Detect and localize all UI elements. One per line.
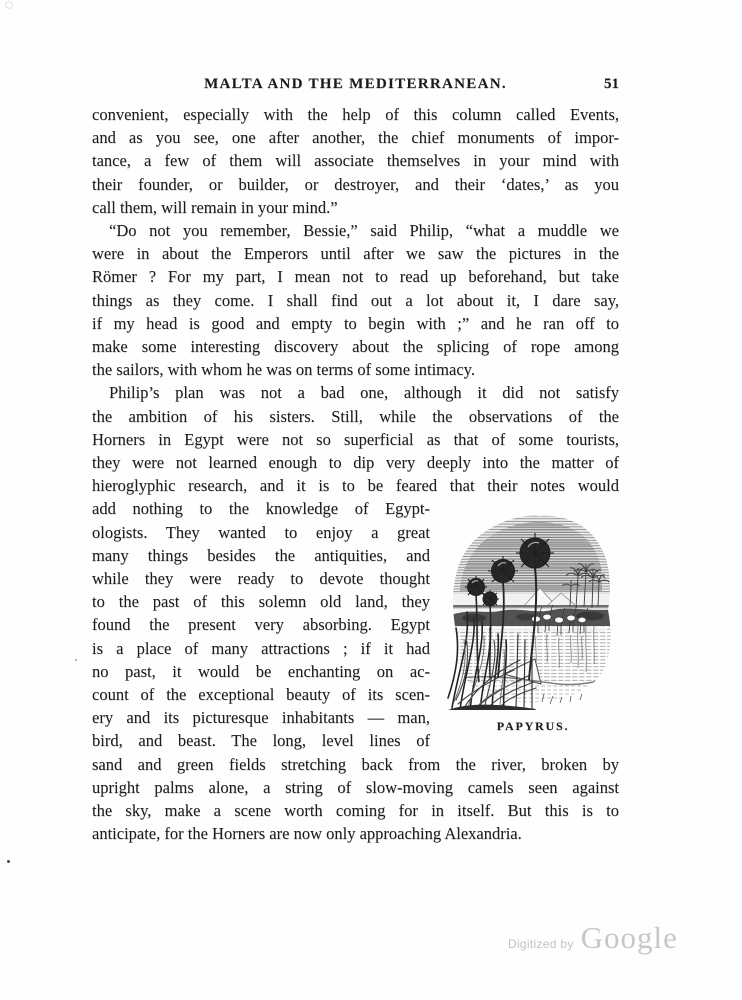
papyrus-figure [440,512,626,734]
paragraph-p1 [92,103,619,219]
text-line: many things besides the antiquities, and [92,545,430,565]
text-line: the ambition of his sisters. Still, while the observations of the [92,406,619,426]
paragraph-p3a [92,381,619,497]
text-line: call them, will remain in your mind.” [92,197,338,217]
text-line: anticipate, for the Horners are now only approaching Alexandria. [92,824,522,844]
page-number: 51 [604,76,619,92]
paragraph-p2 [92,219,619,381]
inline-speck [75,659,77,661]
text-line: hieroglyphic research, and it is to be feared that their notes would [92,476,619,496]
watermark-text: Digitized by [508,937,574,951]
page-header [92,76,619,96]
figure-caption: PAPYRUS. [496,719,570,733]
text-line: found the present very absorbing. Egypt [92,615,430,635]
text-line: the sky, make a scene worth coming for in itself. But this is to [92,801,619,821]
text-line: were in about the Emperors until after we saw the pictures in the [92,244,619,264]
text-line: count of the exceptional beauty of its scen- [92,685,430,705]
text-line: they were not learned enough to dip very deeply into the matter of [92,453,619,473]
text-line: tance, a few of them will associate themselves in your mind with [92,151,619,171]
google-logo: Google [580,920,678,955]
text-line: convenient, especially with the help of this column called Events, [92,105,619,124]
text-line: ery and its picturesque inhabitants — man, [92,708,430,728]
text-line: to the past of this solemn old land, they [92,592,430,612]
running-title: MALTA AND THE MEDITERRANEAN. [204,76,507,92]
text-line: Philip’s plan was not a bad one, although it did not satisfy [109,383,619,403]
text-line: Horners in Egypt were not so superficial as that of some tourists, [92,429,619,449]
text-line: their founder, or builder, or destroyer, and their ‘dates,’ as you [92,174,619,194]
text-line: ologists. They wanted to enjoy a great [92,522,430,542]
text-line: while they were ready to devote thought [92,569,430,589]
text-line: make some interesting discovery about the splicing of rope among [92,337,619,357]
papyrus-illustration [440,512,626,710]
text-line: and as you see, one after another, the chief monuments of impor- [92,128,619,148]
margin-speck [7,860,10,863]
text-line: Römer ? For my part, I mean not to read up beforehand, but take [92,267,619,287]
paragraph-p3b [92,497,430,752]
text-line: the sailors, with whom he was on terms of some intimacy. [92,360,475,380]
text-line: is a place of many attractions ; if it had [92,638,430,658]
watermark [508,920,678,960]
text-line: if my head is good and empty to begin with ;” and he ran off to [92,313,619,333]
text-line: add nothing to the knowledge of Egypt- [92,499,430,519]
text-line: things as they come. I shall find out a lot about it, I dare say, [92,290,619,310]
text-line: upright palms alone, a string of slow-moving camels seen against [92,777,619,797]
text-line: bird, and beast. The long, level lines of [92,731,430,751]
text-line: no past, it would be enchanting on ac- [92,661,430,681]
paragraph-p3c [92,753,619,846]
text-line: sand and green fields stretching back from the river, broken by [92,754,619,774]
corner-speck [5,1,13,9]
text-flow [92,103,619,846]
text-line: “Do not you remember, Bessie,” said Philip, “what a muddle we [109,221,619,241]
